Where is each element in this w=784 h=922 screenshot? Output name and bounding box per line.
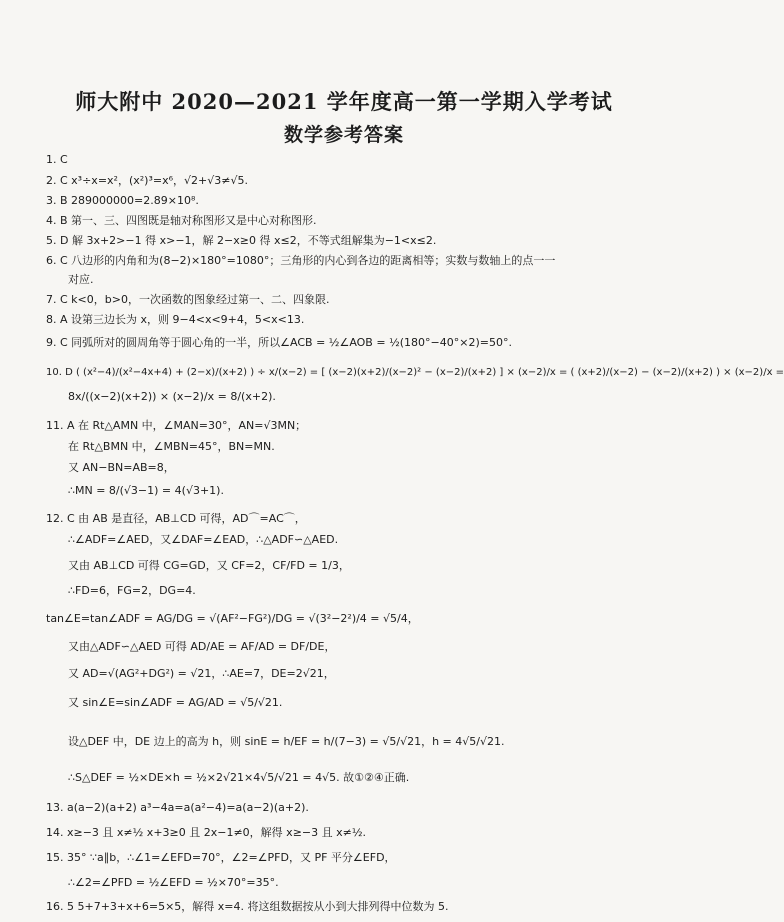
answer-line: 4. B 第一、三、四图既是轴对称图形又是中心对称图形. bbox=[46, 214, 317, 227]
answer-line: 又 sin∠E=sin∠ADF = AG/AD = √5/√21. bbox=[68, 696, 283, 709]
answer-line: 12. C 由 AB 是直径，AB⊥CD 可得，AD⌒=AC⌒， bbox=[46, 512, 306, 525]
answer-line: 设△DEF 中，DE 边上的高为 h，则 sinE = h/EF = h/(7−3) = √5/√21，h = 4√5/√21. bbox=[68, 735, 505, 748]
answer-line: ∴FD=6，FG=2，DG=4. bbox=[68, 584, 196, 597]
answer-line: ∴∠ADF=∠AED，又∠DAF=∠EAD，∴△ADF∽△AED. bbox=[68, 533, 339, 546]
answer-line: ∴S△DEF = ½×DE×h = ½×2√21×4√5/√21 = 4√5. 故①②④正确. bbox=[68, 771, 410, 784]
answer-line: 7. C k<0，b>0，一次函数的图象经过第一、二、四象限. bbox=[46, 293, 330, 306]
answer-line: 又由 AB⊥CD 可得 CG=GD，又 CF=2，CF/FD = 1/3， bbox=[68, 559, 350, 572]
answer-line: 8x/((x−2)(x+2)) × (x−2)/x = 8/(x+2). bbox=[68, 390, 276, 403]
answer-line: 16. 5 5+7+3+x+6=5×5，解得 x=4. 将这组数据按从小到大排列得中位数为 5. bbox=[46, 900, 449, 913]
answer-line: 15. 35° ∵a∥b，∴∠1=∠EFD=70°，∠2=∠PFD，又 PF 平分∠EFD， bbox=[46, 851, 396, 864]
answer-line: 8. A 设第三边长为 x，则 9−4<x<9+4，5<x<13. bbox=[46, 313, 305, 326]
answer-line: 1. C bbox=[46, 153, 68, 166]
answer-line: 5. D 解 3x+2>−1 得 x>−1，解 2−x≥0 得 x≤2，不等式组解集为−1<x≤2. bbox=[46, 234, 437, 247]
answer-line: 对应. bbox=[68, 273, 94, 286]
answer-line: 6. C 八边形的内角和为(8−2)×180°=1080°；三角形的内心到各边的距离相等；实数与数轴上的点一一 bbox=[46, 254, 556, 267]
answer-line: 在 Rt△BMN 中，∠MBN=45°，BN=MN. bbox=[68, 440, 275, 453]
answer-line: ∴∠2=∠PFD = ½∠EFD = ½×70°=35°. bbox=[68, 876, 279, 889]
answer-line: 9. C 同弧所对的圆周角等于圆心角的一半，所以∠ACB = ½∠AOB = ½(180°−40°×2)=50°. bbox=[46, 336, 512, 349]
answer-line: 10. D ( (x²−4)/(x²−4x+4) + (2−x)/(x+2) ) ÷ x/(x−2) = [ (x−2)(x+2)/(x−2)² − (x−2)/(x+2) ] × (x−2)/x = ( (x+2)/(x−2) − (x−2)/(x+2) ) × (x−2)/x = bbox=[46, 367, 784, 378]
answer-line: 11. A 在 Rt△AMN 中，∠MAN=30°，AN=√3MN； bbox=[46, 419, 307, 432]
answer-line: 又由△ADF∽△AED 可得 AD/AE = AF/AD = DF/DE， bbox=[68, 640, 336, 653]
answer-line: ∴MN = 8/(√3−1) = 4(√3+1). bbox=[68, 484, 224, 497]
answer-line: 又 AN−BN=AB=8， bbox=[68, 461, 175, 474]
page-subtitle: 数学参考答案 bbox=[283, 124, 404, 146]
answer-line: 13. a(a−2)(a+2) a³−4a=a(a²−4)=a(a−2)(a+2). bbox=[46, 801, 309, 814]
page-title: 师大附中 2020—2021 学年度高一第一学期入学考试 bbox=[75, 89, 613, 114]
answer-line: tan∠E=tan∠ADF = AG/DG = √(AF²−FG²)/DG = √(3²−2²)/4 = √5/4， bbox=[46, 612, 419, 625]
answer-line: 又 AD=√(AG²+DG²) = √21，∴AE=7，DE=2√21， bbox=[68, 667, 335, 680]
answer-line: 14. x≥−3 且 x≠½ x+3≥0 且 2x−1≠0，解得 x≥−3 且 x≠½. bbox=[46, 826, 366, 839]
answer-line: 2. C x³÷x=x²，(x²)³=x⁶，√2+√3≠√5. bbox=[46, 174, 248, 187]
answer-line: 3. B 289000000=2.89×10⁸. bbox=[46, 194, 199, 207]
